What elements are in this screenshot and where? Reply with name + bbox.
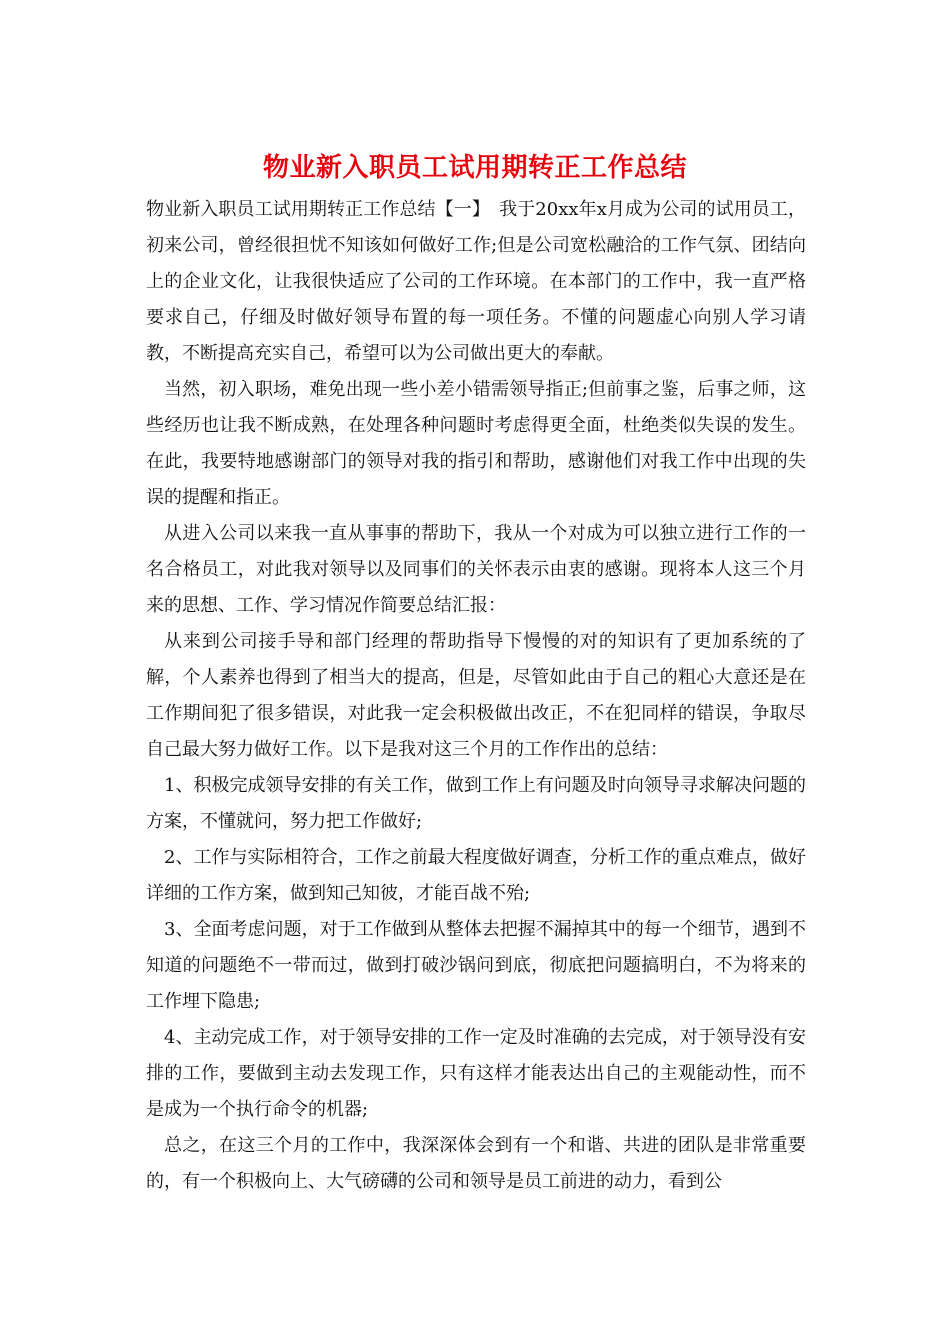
list-item-4: 4、主动完成工作，对于领导安排的工作一定及时准确的去完成，对于领导没有安排的工作，要做到主动去发现工作，只有这样才能表达出自己的主观能动性，而不是成为一个执行命令的机器;	[146, 1027, 806, 1120]
paragraph-summary: 总之，在这三个月的工作中，我深深体会到有一个和谐、共进的团队是非常重要的，有一个积极向上、大气磅礴的公司和领导是员工前进的动力，看到公	[146, 1135, 806, 1192]
paragraph-3: 从进入公司以来我一直从事事的帮助下，我从一个对成为可以独立进行工作的一名合格员工，对此我对领导以及同事们的关怀表示由衷的感谢。现将本人这三个月来的思想、工作、学习情况作简要总结汇报：	[146, 523, 806, 616]
document-title: 物业新入职员工试用期转正工作总结	[262, 153, 687, 183]
paragraph-2: 当然，初入职场，难免出现一些小差小错需领导指正;但前事之鉴，后事之师，这些经历也让我不断成熟，在处理各种问题时考虑得更全面，杜绝类似失误的发生。在此，我要特地感谢部门的领导对我的指引和帮助，感谢他们对我工作中出现的失误的提醒和指正。	[146, 379, 806, 508]
paragraph-4: 从来到公司接手导和部门经理的帮助指导下慢慢的对的知识有了更加系统的了解，个人素养也得到了相当大的提高，但是，尽管如此由于自己的粗心大意还是在工作期间犯了很多错误，对此我一定会积极做出改正，不在犯同样的错误，争取尽自己最大努力做好工作。以下是我对这三个月的工作作出的总结：	[146, 631, 806, 760]
document-body	[146, 192, 806, 1200]
list-item-3: 3、全面考虑问题，对于工作做到从整体去把握不漏掉其中的每一个细节，遇到不知道的问题绝不一带而过，做到打破沙锅问到底，彻底把问题搞明白，不为将来的工作埋下隐患;	[146, 919, 806, 1012]
paragraph-1: 物业新入职员工试用期转正工作总结【一】 我于20xx年x月成为公司的试用员工，初来公司，曾经很担忧不知该如何做好工作;但是公司宽松融洽的工作气氛、团结向上的企业文化，让我很快适应了公司的工作环境。在本部门的工作中，我一直严格要求自己，仔细及时做好领导布置的每一项任务。不懂的问题虚心向别人学习请教，不断提高充实自己，希望可以为公司做出更大的奉献。	[146, 199, 806, 364]
list-item-2: 2、工作与实际相符合，工作之前最大程度做好调查，分析工作的重点难点，做好详细的工作方案，做到知己知彼，才能百战不殆;	[146, 847, 806, 904]
list-item-1: 1、积极完成领导安排的有关工作，做到工作上有问题及时向领导寻求解决问题的方案，不懂就问，努力把工作做好;	[146, 775, 806, 832]
